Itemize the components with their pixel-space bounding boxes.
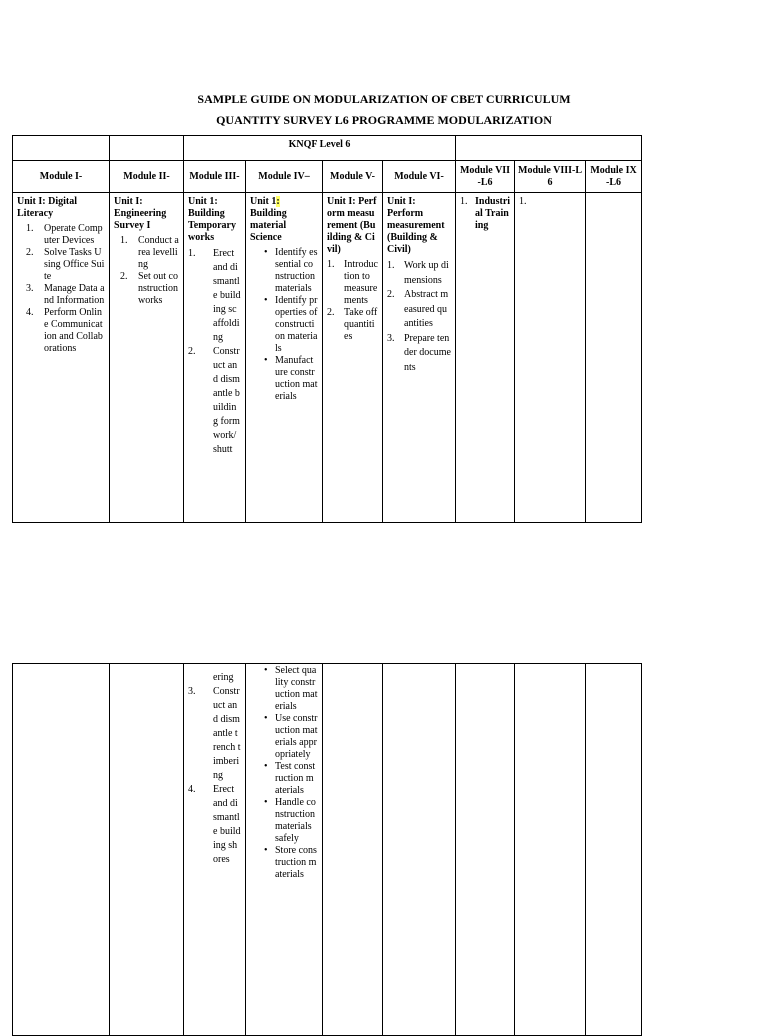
module-1-cell	[13, 193, 110, 523]
module-9-cell	[586, 193, 642, 523]
list-item: 1.	[519, 196, 527, 207]
list-item: 2. Abstract measured quantities	[387, 289, 449, 329]
document-subtitle: QUANTITY SURVEY L6 PROGRAMME MODULARIZATION	[216, 113, 552, 127]
list-item: 2. Solve Tasks Using Office Suite	[26, 247, 105, 282]
module-header: Module IX-L6	[586, 161, 642, 193]
level-row	[13, 136, 642, 161]
module-8-cell	[515, 193, 586, 523]
list-item: • Identify properties of construction materials	[264, 295, 318, 354]
module-header: Module III-	[184, 161, 246, 193]
module-3-continued-cell	[184, 664, 246, 1036]
module-header: Module V-	[323, 161, 383, 193]
list-item: 4. Perform Online Communication and Collaborations	[26, 307, 103, 354]
module-5-cell	[323, 193, 383, 523]
module-header-row	[13, 161, 642, 193]
list-item: 1. Erect and dismantle building scaffolding	[188, 248, 241, 343]
list-item: • Store construction materials	[264, 845, 317, 880]
list-item: 2. Set out construction works	[120, 271, 178, 306]
unit-title: Unit I: Perform measurement (Building & Civil)	[327, 196, 377, 255]
list-item: 2. Construct and dismantle building form work/ shutt	[188, 346, 240, 455]
module-7-cell	[456, 193, 515, 523]
module-4-cell	[246, 193, 323, 523]
list-item: • Test construction materials	[264, 761, 316, 796]
continued-text: ering	[213, 672, 234, 683]
list-item: 1. Conduct area levelling	[120, 235, 179, 270]
list-item: • Identify essential construction materials	[264, 247, 318, 294]
list-item: 4. Erect and dismantle building shores	[188, 784, 241, 865]
module-header: Module VII-L6	[456, 161, 515, 193]
list-item: • Use construction materials appropriately	[264, 713, 318, 760]
list-item: 2. Take off quantities	[327, 307, 378, 342]
module-3-cell	[184, 193, 246, 523]
list-item: 3. Prepare tender documents	[387, 332, 451, 373]
unit-title: Unit I: Digital Literacy	[17, 196, 77, 219]
list-item: • Handle construction materials safely	[264, 797, 316, 844]
modularization-table	[12, 135, 642, 523]
unit-title: Unit I: Perform measurement (Building & Civil)	[387, 196, 445, 255]
module-header: Module VIII-L6	[515, 161, 586, 193]
list-item: 1. Introduction to measurements	[327, 259, 378, 306]
unit-title: Unit 1: Building material Science	[250, 196, 287, 243]
units-row	[13, 193, 642, 523]
module-header: Module VI-	[383, 161, 456, 193]
list-item: • Select quality construction materials	[264, 665, 318, 712]
module-6-cell	[383, 193, 456, 523]
list-item: 3. Manage Data and Information	[26, 283, 105, 306]
knqf-level-label: KNQF Level 6	[184, 136, 456, 161]
list-item: 1. Work up dimensions	[387, 260, 449, 286]
module-2-cell	[110, 193, 184, 523]
highlight-mark: :	[276, 196, 280, 207]
list-item: 3. Construct and dismantle trench timbering	[188, 686, 241, 781]
module-4-continued-cell	[246, 664, 323, 1036]
units-row-continued	[13, 664, 642, 1036]
modularization-table-continued	[12, 663, 642, 1036]
module-header: Module II-	[110, 161, 184, 193]
document-title: SAMPLE GUIDE ON MODULARIZATION OF CBET CURRICULUM	[197, 92, 571, 106]
list-item: • Manufacture construction materials	[264, 355, 318, 402]
list-item: 1. Operate Computer Devices	[26, 223, 103, 246]
list-item: 1. Industrial Training	[460, 196, 511, 231]
module-header: Module IV–	[246, 161, 323, 193]
unit-title: Unit I: Engineering Survey I	[114, 196, 167, 231]
unit-title: Unit 1: Building Temporary works	[188, 196, 236, 243]
module-header: Module I-	[13, 161, 110, 193]
